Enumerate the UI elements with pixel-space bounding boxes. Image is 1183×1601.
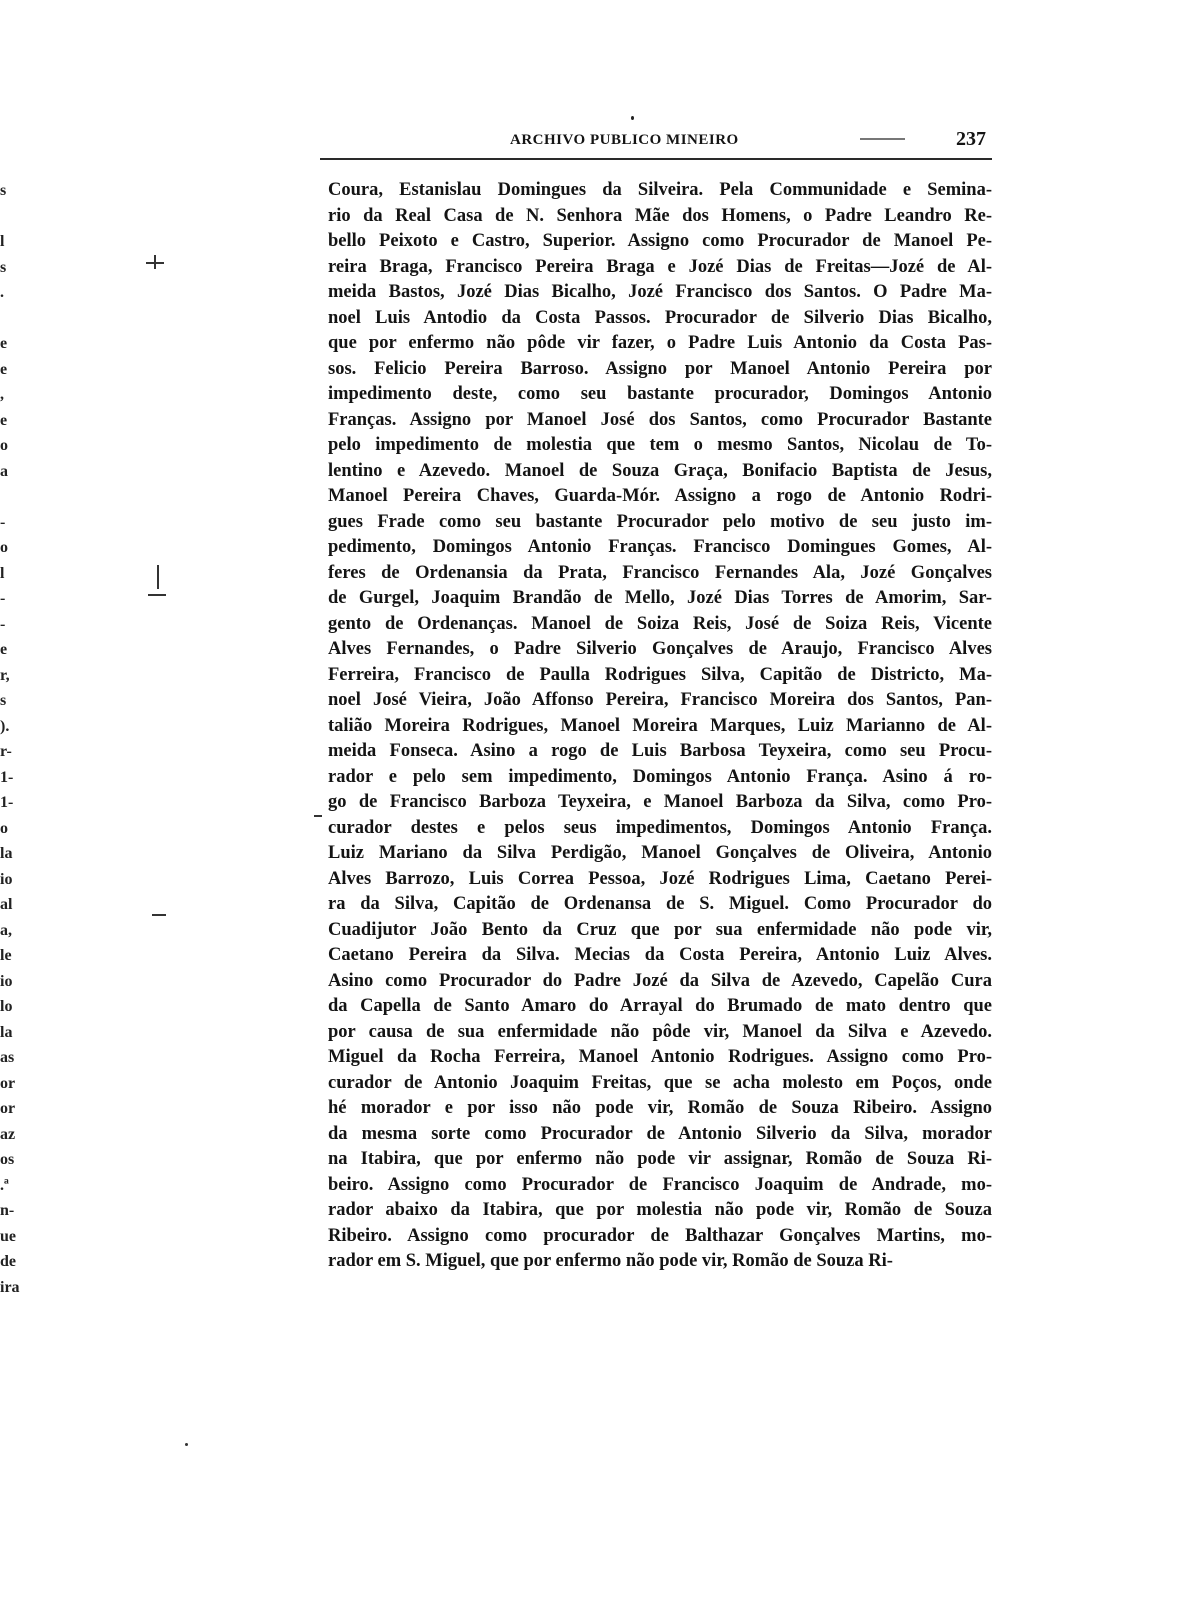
margin-fragment: 1- bbox=[0, 794, 14, 811]
text-line: pelo impedimento de molestia que tem o mesmo Santos, Nicolau de To- bbox=[328, 435, 992, 455]
margin-fragment: a, bbox=[0, 921, 12, 939]
margin-mark bbox=[154, 255, 156, 269]
text-line: go de Francisco Barboza Teyxeira, e Manoel Barboza da Silva, como Pro- bbox=[328, 792, 992, 812]
margin-fragment: de bbox=[0, 1253, 16, 1270]
margin-fragment: al bbox=[0, 896, 13, 913]
margin-fragment: e bbox=[0, 360, 8, 378]
header-dot bbox=[631, 116, 634, 120]
margin-fragment: . bbox=[0, 284, 4, 301]
text-line: por causa de sua enfermidade não pôde vir, Manoel da Silva e Azevedo. bbox=[328, 1021, 992, 1042]
text-line: rador abaixo da Itabira, que por molestia não pode vir, Romão de Souza bbox=[328, 1200, 992, 1220]
margin-fragment: or bbox=[0, 1074, 16, 1092]
text-line: Luiz Mariano da Silva Perdigão, Manoel Gonçalves de Oliveira, Antonio bbox=[328, 843, 992, 863]
margin-fragment: 1- bbox=[0, 768, 14, 786]
text-line: pedimento, Domingos Antonio Franças. Francisco Domingues Gomes, Al- bbox=[328, 537, 992, 557]
text-line: meida Bastos, Jozé Dias Bicalho, Jozé Francisco dos Santos. O Padre Ma- bbox=[328, 282, 992, 302]
text-line: Ribeiro. Assigno como procurador de Balthazar Gonçalves Martins, mo- bbox=[328, 1225, 992, 1246]
margin-fragment: l bbox=[0, 233, 5, 250]
text-line: Manoel Pereira Chaves, Guarda-Mór. Assigno a rogo de Antonio Rodri- bbox=[328, 486, 992, 506]
text-line: na Itabira, que por enfermo não pode vir assignar, Romão de Souza Ri- bbox=[328, 1149, 992, 1169]
text-line: lentino e Azevedo. Manoel de Souza Graça, Bonifacio Baptista de Jesus, bbox=[328, 460, 992, 481]
text-line: reira Braga, Francisco Pereira Braga e Jozé Dias de Freitas—Jozé de Al- bbox=[328, 256, 992, 277]
text-line: rio da Real Casa de N. Senhora Mãe dos Homens, o Padre Leandro Re- bbox=[328, 205, 992, 226]
margin-fragment: ira bbox=[0, 1278, 20, 1296]
text-line: meida Fonseca. Asino a rogo de Luis Barbosa Teyxeira, como seu Procu- bbox=[328, 741, 992, 761]
margin-fragment: os bbox=[0, 1151, 15, 1168]
margin-fragment: az bbox=[0, 1125, 16, 1143]
text-line: impedimento deste, como seu bastante procurador, Domingos Antonio bbox=[328, 384, 992, 404]
text-line: bello Peixoto e Castro, Superior. Assigno como Procurador de Manoel Pe- bbox=[328, 231, 992, 251]
margin-fragment: a bbox=[0, 462, 8, 480]
margin-fragment: as bbox=[0, 1049, 15, 1066]
margin-fragment: , bbox=[0, 386, 4, 403]
margin-fragment: io bbox=[0, 972, 13, 990]
page-number: 237 bbox=[956, 128, 986, 150]
text-line: talião Moreira Rodrigues, Manoel Moreira Marques, Luiz Marianno de Al- bbox=[328, 715, 992, 736]
margin-fragment: r- bbox=[0, 743, 12, 760]
margin-mark bbox=[157, 565, 159, 589]
margin-fragment: s bbox=[0, 692, 7, 709]
margin-mark bbox=[185, 1443, 188, 1446]
text-line: ra da Silva, Capitão de Ordenansa de S. Miguel. Como Procurador do bbox=[328, 894, 992, 914]
margin-fragment: e bbox=[0, 411, 8, 429]
text-line: noel José Vieira, João Affonso Pereira, Francisco Moreira dos Santos, Pan- bbox=[328, 690, 992, 710]
text-line: hé morador e por isso não pode vir, Romão de Souza Ribeiro. Assigno bbox=[328, 1098, 992, 1118]
margin-fragment: or bbox=[0, 1100, 16, 1117]
text-line: Franças. Assigno por Manoel José dos Santos, como Procurador Bastante bbox=[328, 409, 992, 430]
margin-fragment: le bbox=[0, 947, 12, 964]
margin-fragment: e bbox=[0, 335, 8, 352]
margin-fragment: ue bbox=[0, 1227, 16, 1245]
margin-fragment: s bbox=[0, 258, 7, 276]
text-line: rador e pelo sem impedimento, Domingos Antonio França. Asino á ro- bbox=[328, 766, 992, 787]
margin-mark bbox=[148, 594, 166, 596]
text-line: que por enfermo não pôde vir fazer, o Padre Luis Antonio da Costa Pas- bbox=[328, 333, 992, 353]
margin-mark bbox=[314, 815, 322, 817]
text-line: gento de Ordenanças. Manoel de Soiza Reis, José de Soiza Reis, Vicente bbox=[328, 613, 992, 634]
margin-fragment: la bbox=[0, 845, 13, 862]
text-line: curador de Antonio Joaquim Freitas, que se acha molesto em Poços, onde bbox=[328, 1072, 992, 1093]
margin-fragment: ). bbox=[0, 717, 10, 735]
margin-fragment: n- bbox=[0, 1202, 15, 1219]
margin-fragment: o bbox=[0, 437, 8, 454]
margin-fragment: r, bbox=[0, 666, 10, 684]
text-line: Miguel da Rocha Ferreira, Manoel Antonio Rodrigues. Assigno como Pro- bbox=[328, 1047, 992, 1067]
text-line: sos. Felicio Pereira Barroso. Assigno por Manoel Antonio Pereira por bbox=[328, 358, 992, 379]
text-line: Coura, Estanislau Domingues da Silveira. Pela Communidade e Semina- bbox=[328, 180, 992, 200]
margin-fragment: la bbox=[0, 1023, 13, 1041]
text-line: Cuadijutor João Bento da Cruz que por sua enfermidade não pode vir, bbox=[328, 919, 992, 940]
text-line: Caetano Pereira da Silva. Mecias da Costa Pereira, Antonio Luiz Alves. bbox=[328, 945, 992, 965]
margin-fragment: - bbox=[0, 615, 6, 633]
text-line: Alves Fernandes, o Padre Silverio Gonçalves de Araujo, Francisco Alves bbox=[328, 639, 992, 659]
margin-fragment: - bbox=[0, 590, 6, 607]
text-line: beiro. Assigno como Procurador de Francisco Joaquim de Andrade, mo- bbox=[328, 1174, 992, 1195]
header-smudge bbox=[860, 138, 905, 140]
text-line: noel Luis Antodio da Costa Passos. Procurador de Silverio Dias Bicalho, bbox=[328, 307, 992, 328]
margin-fragment: - bbox=[0, 513, 6, 531]
margin-fragment: o bbox=[0, 539, 8, 556]
running-title: ARCHIVO PUBLICO MINEIRO bbox=[510, 132, 739, 148]
body-text bbox=[328, 178, 992, 1275]
text-line: Alves Barrozo, Luis Correa Pessoa, Jozé Rodrigues Lima, Caetano Perei- bbox=[328, 868, 992, 889]
text-line: rador em S. Miguel, que por enfermo não pode vir, Romão de Souza Ri- bbox=[328, 1251, 893, 1271]
margin-fragment: io bbox=[0, 870, 13, 888]
margin-fragment: l bbox=[0, 564, 5, 582]
margin-mark bbox=[152, 914, 166, 916]
text-line: feres de Ordenansia da Prata, Francisco Fernandes Ala, Jozé Gonçalves bbox=[328, 562, 992, 583]
margin-fragment: s bbox=[0, 182, 7, 199]
margin-fragment: lo bbox=[0, 998, 13, 1015]
text-line: da Capella de Santo Amaro do Arrayal do Brumado de mato dentro que bbox=[328, 996, 992, 1016]
margin-fragment: .ª bbox=[0, 1176, 9, 1194]
text-line: da mesma sorte como Procurador de Antonio Silverio da Silva, morador bbox=[328, 1123, 992, 1144]
text-line: de Gurgel, Joaquim Brandão de Mello, Jozé Dias Torres de Amorim, Sar- bbox=[328, 588, 992, 608]
running-head bbox=[320, 128, 992, 158]
text-line: gues Frade como seu bastante Procurador pelo motivo de seu justo im- bbox=[328, 511, 992, 532]
text-line: Asino como Procurador do Padre Jozé da Silva de Azevedo, Capelão Cura bbox=[328, 970, 992, 991]
margin-fragment: e bbox=[0, 641, 8, 658]
header-rule bbox=[320, 158, 992, 160]
text-line: curador destes e pelos seus impedimentos, Domingos Antonio França. bbox=[328, 817, 992, 838]
text-line: Ferreira, Francisco de Paulla Rodrigues Silva, Capitão de Districto, Ma- bbox=[328, 664, 992, 685]
margin-fragment: o bbox=[0, 819, 8, 837]
